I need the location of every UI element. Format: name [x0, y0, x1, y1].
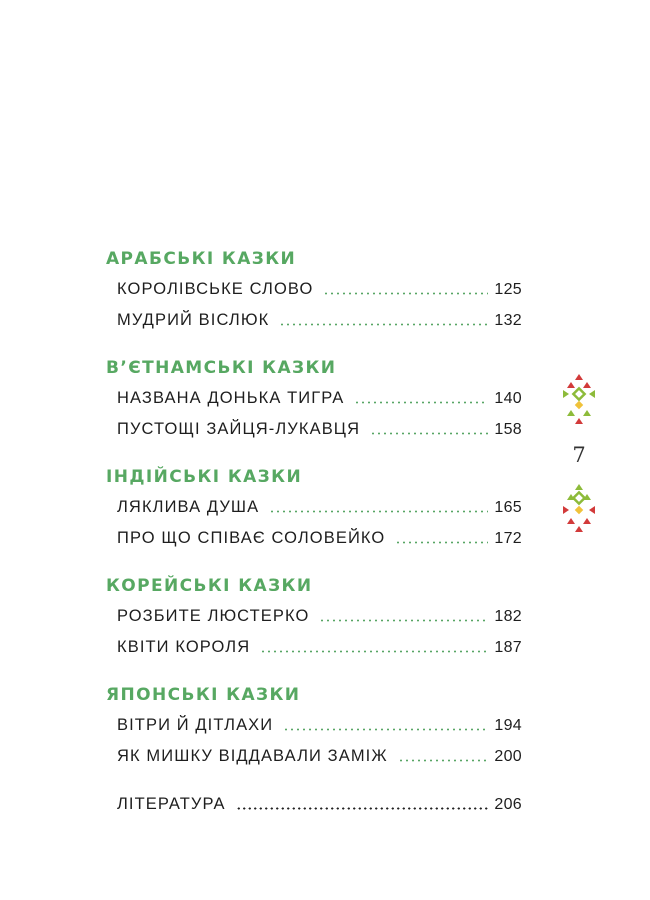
entry-title: РОЗБИТЕ ЛЮСТЕРКО: [117, 607, 310, 625]
dot-leader: [354, 401, 488, 404]
dot-leader: [269, 510, 488, 513]
entry-page: 125: [494, 281, 522, 298]
entry-title: ЯК МИШКУ ВІДДАВАЛИ ЗАМІЖ: [117, 747, 388, 765]
toc-entry[interactable]: [106, 492, 522, 523]
dot-leader: [323, 292, 488, 295]
entry-page: 194: [494, 717, 522, 734]
toc-entry-literature[interactable]: [106, 789, 522, 820]
section-title: КОРЕЙСЬКІ КАЗКИ: [106, 576, 313, 596]
section-title: ІНДІЙСЬКІ КАЗКИ: [106, 467, 303, 487]
entry-page: 158: [494, 421, 522, 438]
entry-title: ПУСТОЩІ ЗАЙЦЯ-ЛУКАВЦЯ: [117, 420, 361, 438]
toc-entry[interactable]: [106, 710, 522, 741]
entry-title: МУДРИЙ ВІСЛЮК: [117, 311, 270, 329]
dot-leader: [283, 728, 488, 731]
toc-entry[interactable]: [106, 523, 522, 554]
table-of-contents: [106, 244, 522, 820]
toc-entry[interactable]: [106, 383, 522, 414]
toc-entry[interactable]: [106, 601, 522, 632]
section-title: В’ЄТНАМСЬКІ КАЗКИ: [106, 358, 337, 378]
dot-leader: [398, 759, 489, 762]
entry-title: НАЗВАНА ДОНЬКА ТИГРА: [117, 389, 345, 407]
folk-ornament-icon: [561, 372, 597, 428]
toc-section: [106, 244, 522, 336]
toc-entry[interactable]: [106, 274, 522, 305]
dot-leader: [370, 432, 488, 435]
entry-title: ЛІТЕРАТУРА: [117, 795, 226, 813]
entry-page: 182: [494, 608, 522, 625]
toc-section: [106, 462, 522, 554]
entry-page: 172: [494, 530, 522, 547]
dot-leader: [260, 650, 488, 653]
dot-leader: [319, 619, 488, 622]
page-number: 7: [572, 443, 586, 467]
toc-section: [106, 571, 522, 663]
dot-leader: [236, 807, 489, 810]
entry-title: КВІТИ КОРОЛЯ: [117, 638, 251, 656]
toc-entry[interactable]: [106, 305, 522, 336]
entry-title: ВІТРИ Й ДІТЛАХИ: [117, 716, 274, 734]
toc-section: [106, 680, 522, 772]
entry-title: ЛЯКЛИВА ДУША: [117, 498, 260, 516]
entry-page: 165: [494, 499, 522, 516]
page-number-ornament-block: [556, 372, 602, 536]
toc-section: [106, 353, 522, 445]
entry-page: 132: [494, 312, 522, 329]
dot-leader: [279, 323, 488, 326]
folk-ornament-icon: [561, 480, 597, 536]
entry-page: 187: [494, 639, 522, 656]
entry-title: ПРО ЩО СПІВАЄ СОЛОВЕЙКО: [117, 529, 386, 547]
section-title: ЯПОНСЬКІ КАЗКИ: [106, 685, 301, 705]
toc-entry[interactable]: [106, 632, 522, 663]
entry-page: 206: [494, 796, 522, 813]
section-title: АРАБСЬКІ КАЗКИ: [106, 249, 297, 269]
entry-title: КОРОЛІВСЬКЕ СЛОВО: [117, 280, 314, 298]
toc-entry[interactable]: [106, 741, 522, 772]
entry-page: 140: [494, 390, 522, 407]
dot-leader: [395, 541, 488, 544]
entry-page: 200: [494, 748, 522, 765]
toc-entry[interactable]: [106, 414, 522, 445]
